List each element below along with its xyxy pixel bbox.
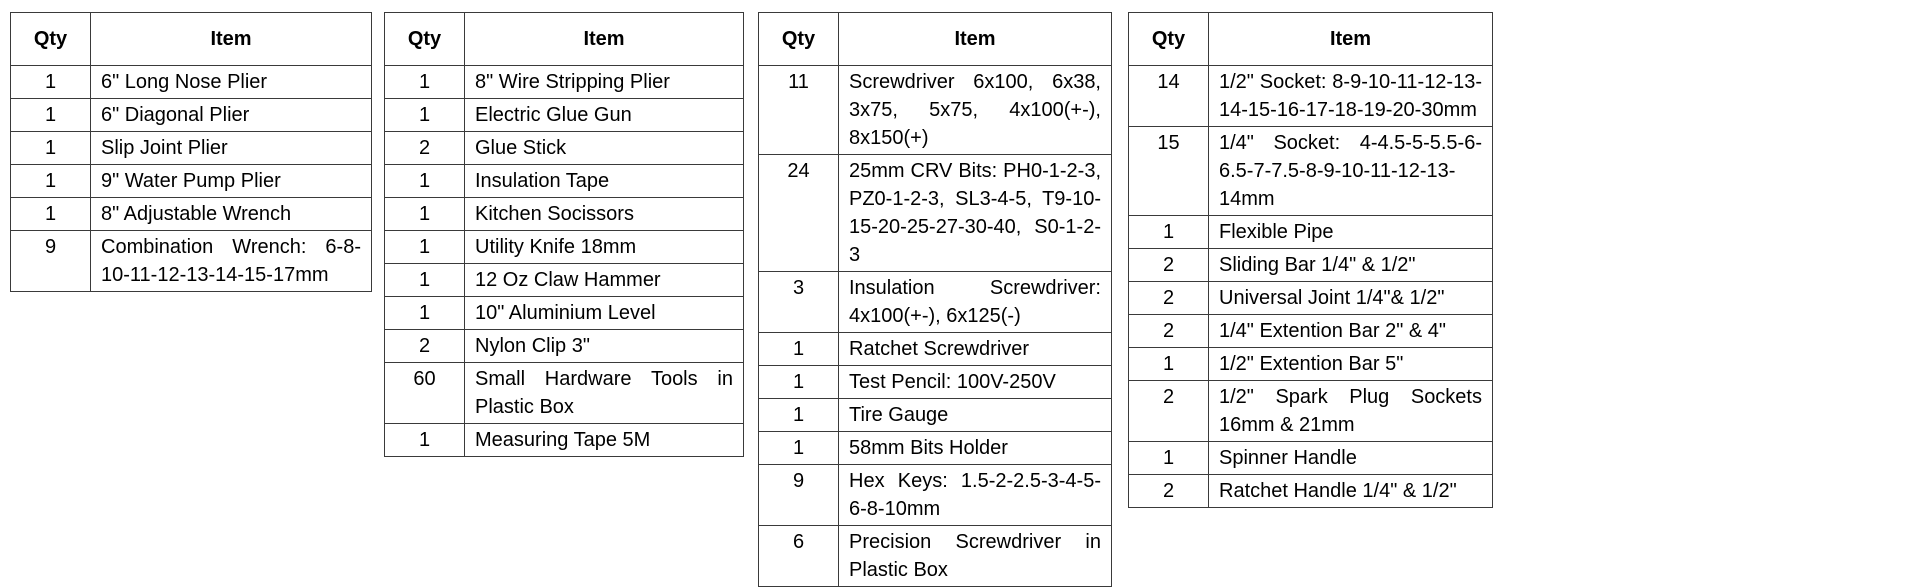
item-header: Item (839, 13, 1112, 66)
item-header: Item (1209, 13, 1493, 66)
item-cell: Spinner Handle (1209, 442, 1493, 475)
table-row (11, 66, 372, 99)
parts-table-2 (384, 12, 744, 457)
table-row (759, 333, 1112, 366)
parts-table-1 (10, 12, 372, 292)
item-cell: Universal Joint 1/4"& 1/2" (1209, 282, 1493, 315)
table-row (759, 526, 1112, 587)
qty-cell: 1 (11, 198, 91, 231)
table-header-row (1129, 13, 1493, 66)
table-row (1129, 475, 1493, 508)
item-header: Item (91, 13, 372, 66)
table-row (11, 99, 372, 132)
qty-cell: 2 (1129, 249, 1209, 282)
table-row (1129, 127, 1493, 216)
qty-cell: 6 (759, 526, 839, 587)
qty-cell: 1 (11, 66, 91, 99)
item-cell: 1/2" Socket: 8-9-10-11-12-13-14-15-16-17-18-19-20-30mm (1209, 66, 1493, 127)
qty-cell: 1 (1129, 348, 1209, 381)
item-cell: Insulation Screwdriver: 4x100(+-), 6x125(-) (839, 272, 1112, 333)
qty-cell: 1 (759, 366, 839, 399)
table-row (1129, 442, 1493, 475)
table-row (11, 165, 372, 198)
item-cell: 1/4" Socket: 4-4.5-5-5.5-6-6.5-7-7.5-8-9-10-11-12-13-14mm (1209, 127, 1493, 216)
item-cell: Nylon Clip 3" (465, 330, 744, 363)
table-row (759, 432, 1112, 465)
qty-cell: 2 (1129, 282, 1209, 315)
qty-cell: 14 (1129, 66, 1209, 127)
item-cell: Measuring Tape 5M (465, 424, 744, 457)
table-row (759, 366, 1112, 399)
qty-cell: 60 (385, 363, 465, 424)
table-row (759, 399, 1112, 432)
table-row (385, 198, 744, 231)
item-cell: 9" Water Pump Plier (91, 165, 372, 198)
qty-cell: 9 (759, 465, 839, 526)
qty-cell: 2 (1129, 315, 1209, 348)
qty-cell: 1 (11, 165, 91, 198)
table-row (385, 330, 744, 363)
parts-table-4 (1128, 12, 1493, 508)
table-row (1129, 66, 1493, 127)
qty-cell: 2 (1129, 381, 1209, 442)
table-row (385, 99, 744, 132)
table-row (11, 132, 372, 165)
qty-cell: 24 (759, 155, 839, 272)
item-cell: Glue Stick (465, 132, 744, 165)
table-row (11, 198, 372, 231)
qty-cell: 1 (385, 99, 465, 132)
qty-cell: 1 (385, 231, 465, 264)
table-row (1129, 381, 1493, 442)
item-cell: 1/2" Spark Plug Sockets 16mm & 21mm (1209, 381, 1493, 442)
qty-cell: 1 (759, 399, 839, 432)
table-row (385, 66, 744, 99)
table-row (759, 66, 1112, 155)
item-cell: 58mm Bits Holder (839, 432, 1112, 465)
qty-cell: 2 (385, 132, 465, 165)
item-header: Item (465, 13, 744, 66)
item-cell: Electric Glue Gun (465, 99, 744, 132)
item-cell: Ratchet Handle 1/4" & 1/2" (1209, 475, 1493, 508)
table-row (1129, 249, 1493, 282)
qty-cell: 1 (1129, 442, 1209, 475)
qty-header: Qty (11, 13, 91, 66)
qty-cell: 15 (1129, 127, 1209, 216)
item-cell: Slip Joint Plier (91, 132, 372, 165)
item-cell: 6" Long Nose Plier (91, 66, 372, 99)
qty-cell: 1 (385, 424, 465, 457)
qty-header: Qty (759, 13, 839, 66)
item-cell: Combination Wrench: 6-8-10-11-12-13-14-15-17mm (91, 231, 372, 292)
table-row (1129, 315, 1493, 348)
table-row (1129, 348, 1493, 381)
qty-cell: 1 (385, 66, 465, 99)
qty-cell: 1 (759, 432, 839, 465)
qty-cell: 1 (385, 297, 465, 330)
table-row (385, 424, 744, 457)
item-cell: 8" Adjustable Wrench (91, 198, 372, 231)
item-cell: Precision Screwdriver in Plastic Box (839, 526, 1112, 587)
table-row (385, 165, 744, 198)
table-row (385, 363, 744, 424)
qty-cell: 11 (759, 66, 839, 155)
item-cell: Tire Gauge (839, 399, 1112, 432)
qty-cell: 1 (385, 198, 465, 231)
qty-cell: 2 (1129, 475, 1209, 508)
item-cell: Ratchet Screwdriver (839, 333, 1112, 366)
qty-header: Qty (385, 13, 465, 66)
table-header-row (11, 13, 372, 66)
table-row (759, 155, 1112, 272)
item-cell: Flexible Pipe (1209, 216, 1493, 249)
qty-cell: 2 (385, 330, 465, 363)
table-row (385, 231, 744, 264)
item-cell: 25mm CRV Bits: PH0-1-2-3, PZ0-1-2-3, SL3-4-5, T9-10-15-20-25-27-30-40, S0-1-2-3 (839, 155, 1112, 272)
item-cell: Hex Keys: 1.5-2-2.5-3-4-5-6-8-10mm (839, 465, 1112, 526)
item-cell: 8" Wire Stripping Plier (465, 66, 744, 99)
item-cell: Insulation Tape (465, 165, 744, 198)
table-row (385, 132, 744, 165)
qty-cell: 1 (759, 333, 839, 366)
item-cell: Small Hardware Tools in Plastic Box (465, 363, 744, 424)
table-row (385, 297, 744, 330)
item-cell: Sliding Bar 1/4" & 1/2" (1209, 249, 1493, 282)
qty-header: Qty (1129, 13, 1209, 66)
qty-cell: 1 (11, 132, 91, 165)
qty-cell: 1 (11, 99, 91, 132)
item-cell: Kitchen Socissors (465, 198, 744, 231)
table-row (385, 264, 744, 297)
item-cell: 1/4" Extention Bar 2" & 4" (1209, 315, 1493, 348)
parts-table-3 (758, 12, 1112, 587)
table-header-row (759, 13, 1112, 66)
item-cell: 1/2" Extention Bar 5" (1209, 348, 1493, 381)
table-row (759, 465, 1112, 526)
item-cell: Screwdriver 6x100, 6x38, 3x75, 5x75, 4x100(+-), 8x150(+) (839, 66, 1112, 155)
qty-cell: 9 (11, 231, 91, 292)
table-row (1129, 282, 1493, 315)
item-cell: 12 Oz Claw Hammer (465, 264, 744, 297)
table-row (1129, 216, 1493, 249)
item-cell: Utility Knife 18mm (465, 231, 744, 264)
table-row (11, 231, 372, 292)
item-cell: 6" Diagonal Plier (91, 99, 372, 132)
qty-cell: 1 (385, 264, 465, 297)
table-header-row (385, 13, 744, 66)
qty-cell: 1 (1129, 216, 1209, 249)
table-row (759, 272, 1112, 333)
qty-cell: 1 (385, 165, 465, 198)
qty-cell: 3 (759, 272, 839, 333)
item-cell: Test Pencil: 100V-250V (839, 366, 1112, 399)
item-cell: 10" Aluminium Level (465, 297, 744, 330)
